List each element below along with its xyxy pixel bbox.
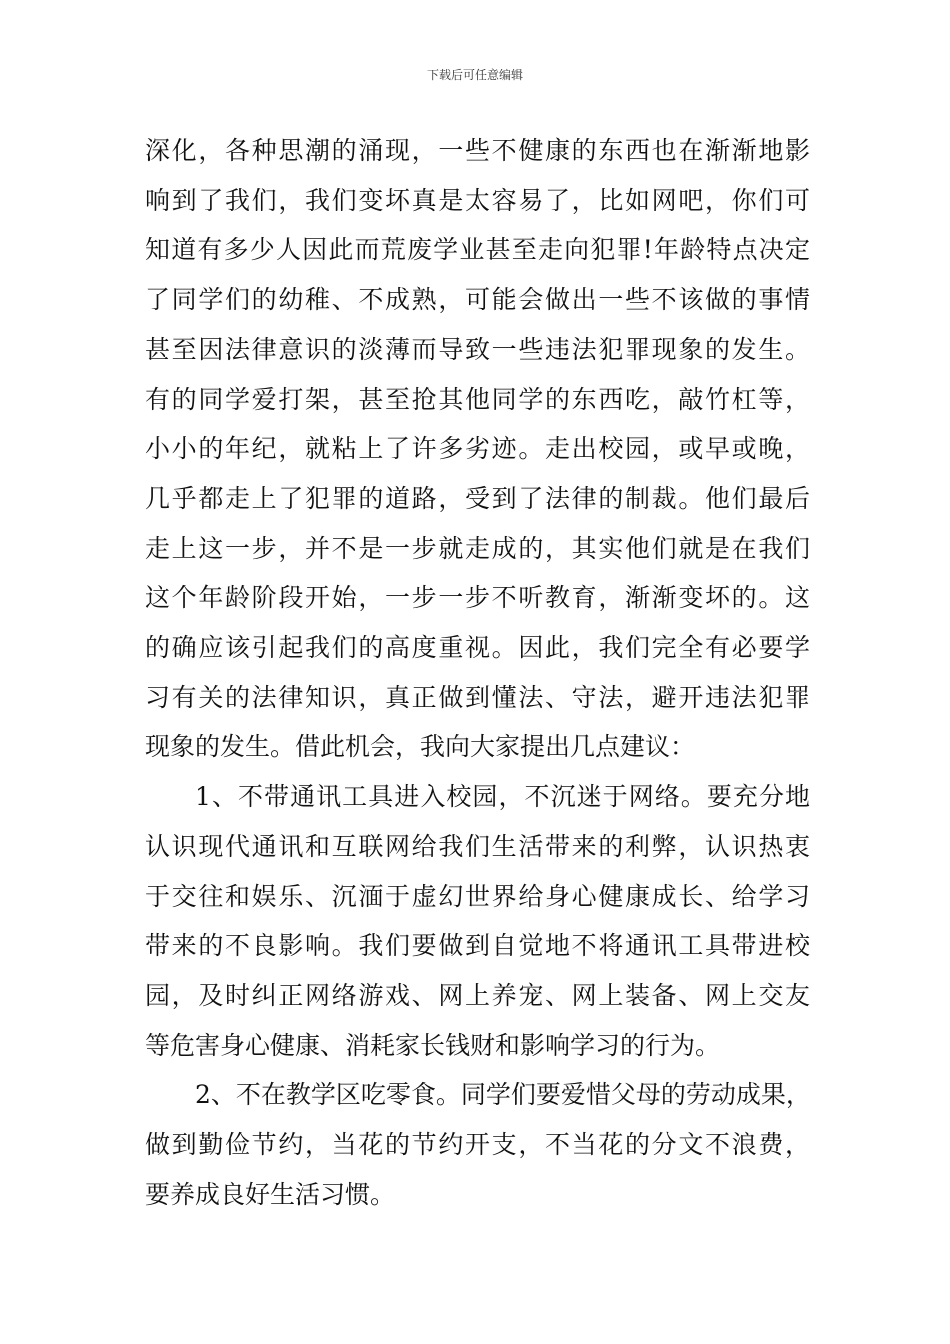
text-line: 要养成良好生活习惯。 [145, 1179, 396, 1209]
text-line: 等危害身心健康、消耗家长钱财和影响学习的行为。 [145, 1030, 721, 1060]
text-line: 知道有多少人因此而荒废学业甚至走向犯罪!年龄特点决定 [145, 235, 810, 265]
text-line: 认识现代通讯和互联网给我们生活带来的利弊，认识热衷 [145, 831, 810, 861]
paragraph-3 [145, 1070, 810, 1219]
text-line: 深化，各种思潮的涌现，一些不健康的东西也在渐渐地影 [145, 136, 810, 165]
text-line: 现象的发生。借此机会，我向大家提出几点建议： [145, 732, 696, 762]
text-line: 带来的不良影响。我们要做到自觉地不将通讯工具带进校 [145, 931, 810, 961]
text-line: 小小的年纪，就粘上了许多劣迹。走出校园，或早或晚， [145, 434, 810, 464]
text-line: 了同学们的幼稚、不成熟，可能会做出一些不该做的事情 [145, 285, 810, 315]
text-line: 几乎都走上了犯罪的道路，受到了法律的制裁。他们最后 [145, 483, 810, 513]
text-line: 习有关的法律知识，真正做到懂法、守法，避开违法犯罪 [145, 682, 810, 712]
text-line: 这个年龄阶段开始，一步一步不听教育，渐渐变坏的。这 [145, 583, 810, 613]
text-line: 有的同学爱打架，甚至抢其他同学的东西吃，敲竹杠等， [145, 384, 810, 414]
text-line: 2、不在教学区吃零食。同学们要爱惜父母的劳动成果， [195, 1080, 811, 1110]
paragraph-1 [145, 126, 810, 772]
document-body [145, 126, 810, 1219]
text-line: 园，及时纠正网络游戏、网上养宠、网上装备、网上交友 [145, 980, 810, 1010]
paragraph-2 [145, 772, 810, 1070]
page-header-note: 下载后可任意编辑 [426, 68, 523, 82]
text-line: 甚至因法律意识的淡薄而导致一些违法犯罪现象的发生。 [145, 334, 810, 364]
text-line: 做到勤俭节约，当花的节约开支，不当花的分文不浪费， [145, 1130, 810, 1160]
text-line: 的确应该引起我们的高度重视。因此，我们完全有必要学 [145, 633, 810, 663]
text-line: 1、不带通讯工具进入校园，不沉迷于网络。要充分地 [195, 782, 810, 812]
text-line: 响到了我们，我们变坏真是太容易了，比如网吧，你们可 [145, 185, 810, 215]
text-line: 于交往和娱乐、沉湎于虚幻世界给身心健康成长、给学习 [145, 881, 810, 911]
text-line: 走上这一步，并不是一步就走成的，其实他们就是在我们 [145, 533, 810, 563]
